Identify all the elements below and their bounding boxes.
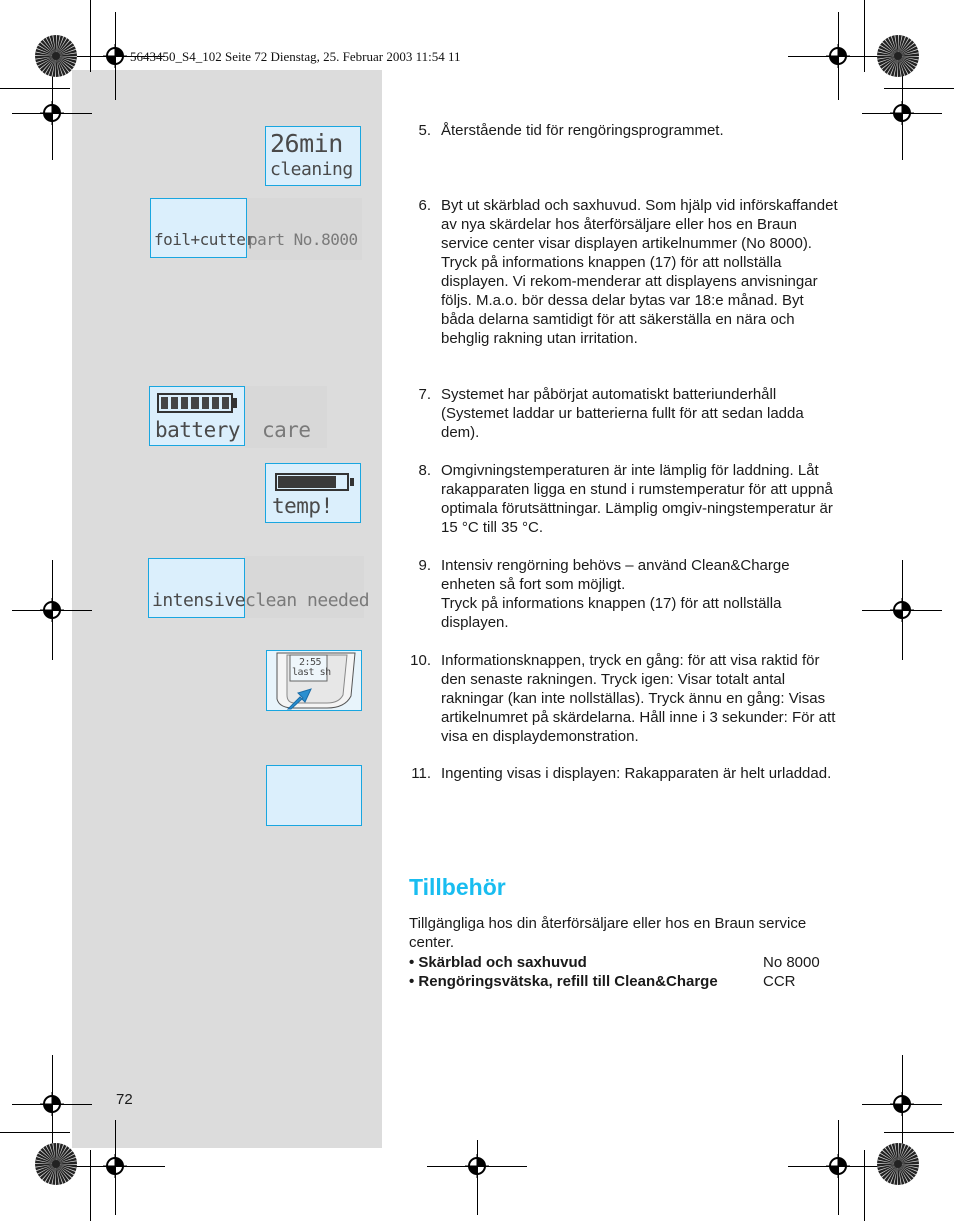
item-number: 6.: [418, 197, 431, 214]
item-text: Byt ut skärblad och saxhuvud. Som hjälp vid införskaffandet av nya skärdelar hos återförsäljare eller hos en Braun service center visar displayen artikelnummer (No 8000). Tryck på informations knappen (17) för att nollställa displayen. Vi rekom-menderar att displayens anvisningar följs. M.a.o. bör dessa delar bytas var 18:e månad. Byt båda delarna samtidigt för att säkerställa en nära och behglig rakning utan irritation.: [441, 197, 838, 347]
list-item-8: [409, 461, 839, 537]
crop-line: [52, 1055, 53, 1150]
crop-line: [902, 70, 903, 160]
battery-tip: [233, 398, 237, 408]
crop-line: [838, 1120, 839, 1215]
crop-line: [52, 560, 53, 660]
item-number: 7.: [418, 386, 431, 403]
display-foil-cutter: [150, 198, 247, 258]
accessory-value: CCR: [763, 973, 796, 990]
registration-starburst-icon: [876, 1142, 920, 1186]
page-number: 72: [116, 1091, 133, 1108]
display-intensive-text: intensive: [152, 590, 246, 611]
battery-icon: [157, 393, 233, 413]
display-line-cleaning: cleaning: [270, 159, 353, 180]
item-number: 9.: [418, 557, 431, 574]
item-text: Ingenting visas i displayen: Rakapparaten är helt urladdad.: [441, 765, 832, 782]
crop-line: [0, 1132, 70, 1133]
display-last-time: 2:55: [299, 657, 322, 668]
registration-starburst-icon: [34, 34, 78, 78]
crop-line: [884, 88, 954, 89]
crop-line: [864, 0, 865, 72]
display-foil-cutter-text: foil+cutter: [154, 230, 255, 249]
crop-line: [90, 0, 91, 72]
display-part-number-text: part No.8000: [248, 230, 358, 249]
crop-line: [902, 1055, 903, 1150]
crop-line: [884, 1132, 954, 1133]
display-last-shave: last sh: [292, 667, 331, 678]
crop-line: [52, 70, 53, 160]
list-item-10: [409, 651, 839, 746]
display-temp-text: temp!: [272, 494, 333, 518]
list-item-11: [409, 764, 839, 802]
list-item-5: [409, 121, 839, 140]
item-number: 11.: [411, 765, 431, 782]
crop-line: [0, 88, 70, 89]
battery-icon: [275, 473, 349, 491]
item-text: Omgivningstemperaturen är inte lämplig för laddning. Låt rakapparaten ligga en stund i rumstemperatur för att uppnå optimala förutsättningar. Lämplig omgiv-ningstemperatur är 15 °C till 35 °C.: [441, 462, 833, 536]
display-care-text: care: [262, 418, 311, 442]
list-item-9: [409, 556, 839, 632]
display-battery-text: battery: [155, 418, 241, 442]
section-heading-accessories: Tillbehör: [409, 874, 506, 900]
crop-line: [864, 1150, 865, 1221]
list-item-6: [409, 196, 839, 367]
display-temperature: [265, 463, 361, 523]
item-text: Återstående tid för rengöringsprogrammet.: [441, 122, 724, 139]
crop-line: [115, 12, 116, 100]
accessory-value: No 8000: [763, 954, 820, 971]
item-number: 8.: [418, 462, 431, 479]
print-header: 5643450_S4_102 Seite 72 Dienstag, 25. Februar 2003 11:54 11: [130, 49, 461, 64]
accessory-name: • Skärblad och saxhuvud: [409, 954, 587, 971]
battery-tip: [350, 478, 354, 486]
crop-line: [838, 12, 839, 100]
item-number: 5.: [418, 122, 431, 139]
display-info-button-illustration: [266, 650, 362, 711]
display-line-time: 26min: [270, 129, 343, 158]
item-text: Systemet har påbörjat automatiskt batteriunderhåll (Systemet laddar ur batterierna fullt för att sedan ladda dem).: [441, 386, 804, 441]
item-number: 10.: [410, 652, 431, 669]
list-item-7: [409, 385, 839, 442]
registration-starburst-icon: [34, 1142, 78, 1186]
display-empty: [266, 765, 362, 826]
display-clean-needed-text: clean needed: [245, 590, 370, 611]
crop-line: [902, 560, 903, 660]
crop-line: [477, 1140, 478, 1215]
registration-starburst-icon: [876, 34, 920, 78]
accessories-intro: Tillgängliga hos din återförsäljare eller hos en Braun service center.: [409, 915, 807, 951]
item-text: Informationsknappen, tryck en gång: för att visa raktid för den senaste rakningen. Tryck igen: Visar totalt antal rakningar (kan inte nollställas). Tryck ännu en gång: Visas artikelnumret på skärdelarna. Håll inne i 3 sekunder: För att visa en displaydemonstration.: [441, 652, 836, 745]
crop-line: [90, 1150, 91, 1221]
crop-line: [115, 1120, 116, 1215]
item-text: Intensiv rengörning behövs – använd Clean&Charge enheten så fort som möjligt. Tryck på informations knappen (17) för att nollställa displayen.: [441, 557, 790, 631]
accessory-name: • Rengöringsvätska, refill till Clean&Charge: [409, 973, 718, 990]
display-extension: [247, 198, 362, 260]
display-remaining-time: [265, 126, 361, 186]
